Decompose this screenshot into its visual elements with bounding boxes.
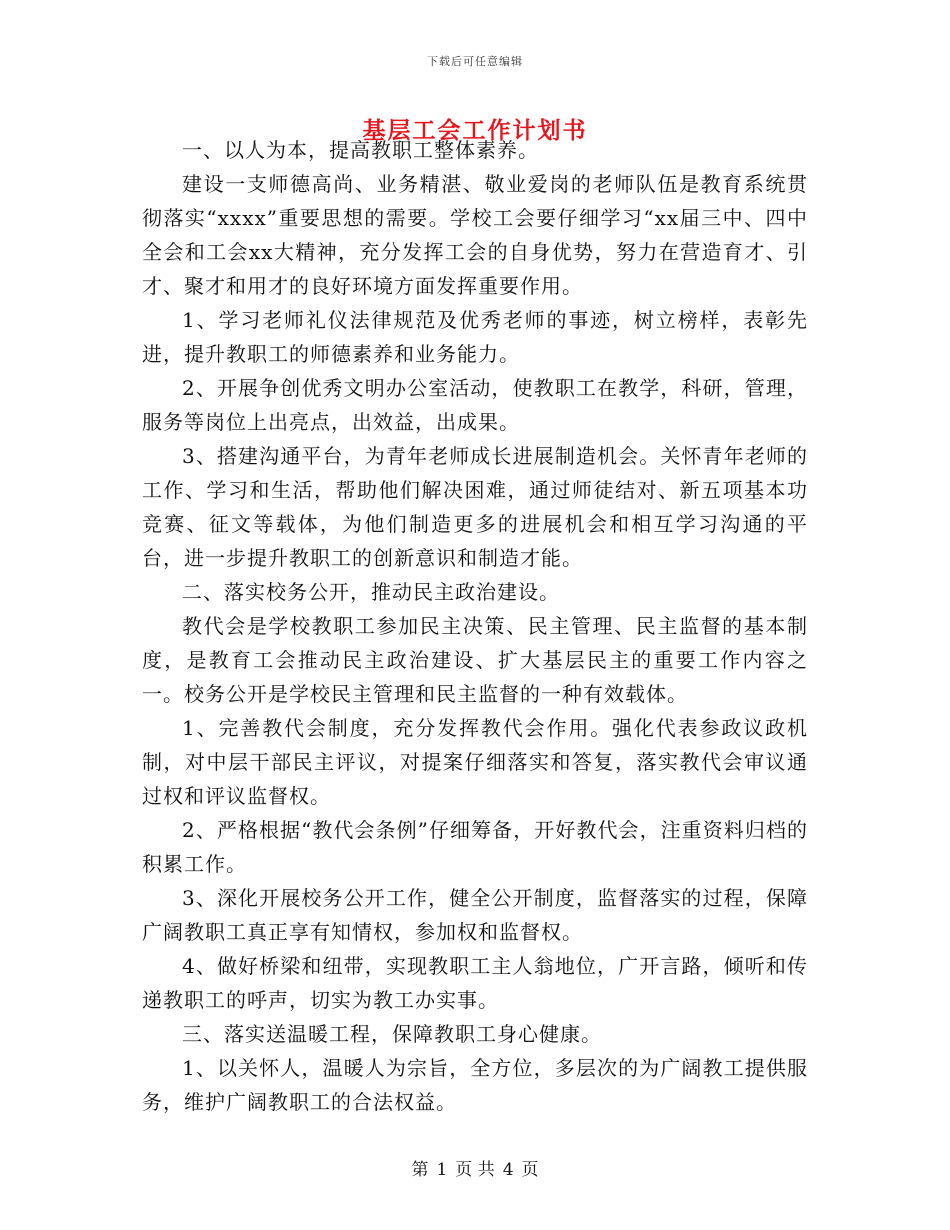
- paragraph: 2、开展争创优秀文明办公室活动，使教职工在教学，科研，管理，服务等岗位上出亮点，出效益，出成果。: [142, 376, 808, 434]
- paragraph: 1、学习老师礼仪法律规范及优秀老师的事迹，树立榜样，表彰先进，提升教职工的师德素养和业务能力。: [142, 308, 808, 366]
- paragraph: 二、落实校务公开，推动民主政治建设。: [182, 580, 560, 604]
- current-page-number: 1: [436, 1160, 448, 1180]
- paragraph: 2、严格根据“教代会条例”仔细筹备，开好教代会，注重资料归档的积累工作。: [142, 818, 808, 876]
- page-footer: [0, 1155, 950, 1180]
- total-page-count: 4: [502, 1160, 514, 1180]
- paragraph: 4、做好桥梁和纽带，实现教职工主人翁地位，广开言路，倾听和传递教职工的呼声，切实为教工办实事。: [142, 954, 808, 1012]
- paragraph: 教代会是学校教职工参加民主决策、民主管理、民主监督的基本制度，是教育工会推动民主政治建设、扩大基层民主的重要工作内容之一。校务公开是学校民主管理和民主监督的一种有效载体。: [142, 614, 808, 706]
- paragraph: 1、以关怀人，温暖人为宗旨，全方位，多层次的为广阔教工提供服务，维护广阔教职工的合法权益。: [142, 1056, 808, 1114]
- footer-middle: 页 共: [455, 1160, 495, 1180]
- paragraph: 3、深化开展校务公开工作，健全公开制度，监督落实的过程，保障广阔教职工真正享有知情权，参加权和监督权。: [142, 886, 808, 944]
- footer-suffix: 页: [521, 1160, 539, 1180]
- paragraph: 一、以人为本，提高教职工整体素养。: [182, 138, 539, 162]
- paragraph: 建设一支师德高尚、业务精湛、敬业爱岗的老师队伍是教育系统贯彻落实“xxxx”重要思想的需要。学校工会要仔细学习“xx届三中、四中全会和工会xx大精神，充分发挥工会的自身优势，努力在营造育才、引才、聚才和用才的良好环境方面发挥重要作用。: [142, 172, 808, 298]
- paragraph: 1、完善教代会制度，充分发挥教代会作用。强化代表参政议政机制，对中层干部民主评议，对提案仔细落实和答复，落实教代会审议通过权和评议监督权。: [142, 716, 808, 808]
- document-body: [142, 133, 808, 1119]
- document-title: 基层工会工作计划书: [362, 117, 588, 144]
- page-header: 下载后可任意编辑: [427, 55, 523, 68]
- footer-prefix: 第: [411, 1160, 429, 1180]
- paragraph: 三、落实送温暖工程，保障教职工身心健康。: [182, 1022, 602, 1046]
- paragraph: 3、搭建沟通平台，为青年老师成长进展制造机会。关怀青年老师的工作、学习和生活，帮助他们解决困难，通过师徒结对、新五项基本功竞赛、征文等载体，为他们制造更多的进展机会和相互学习沟通的平台，进一步提升教职工的创新意识和制造才能。: [142, 444, 808, 570]
